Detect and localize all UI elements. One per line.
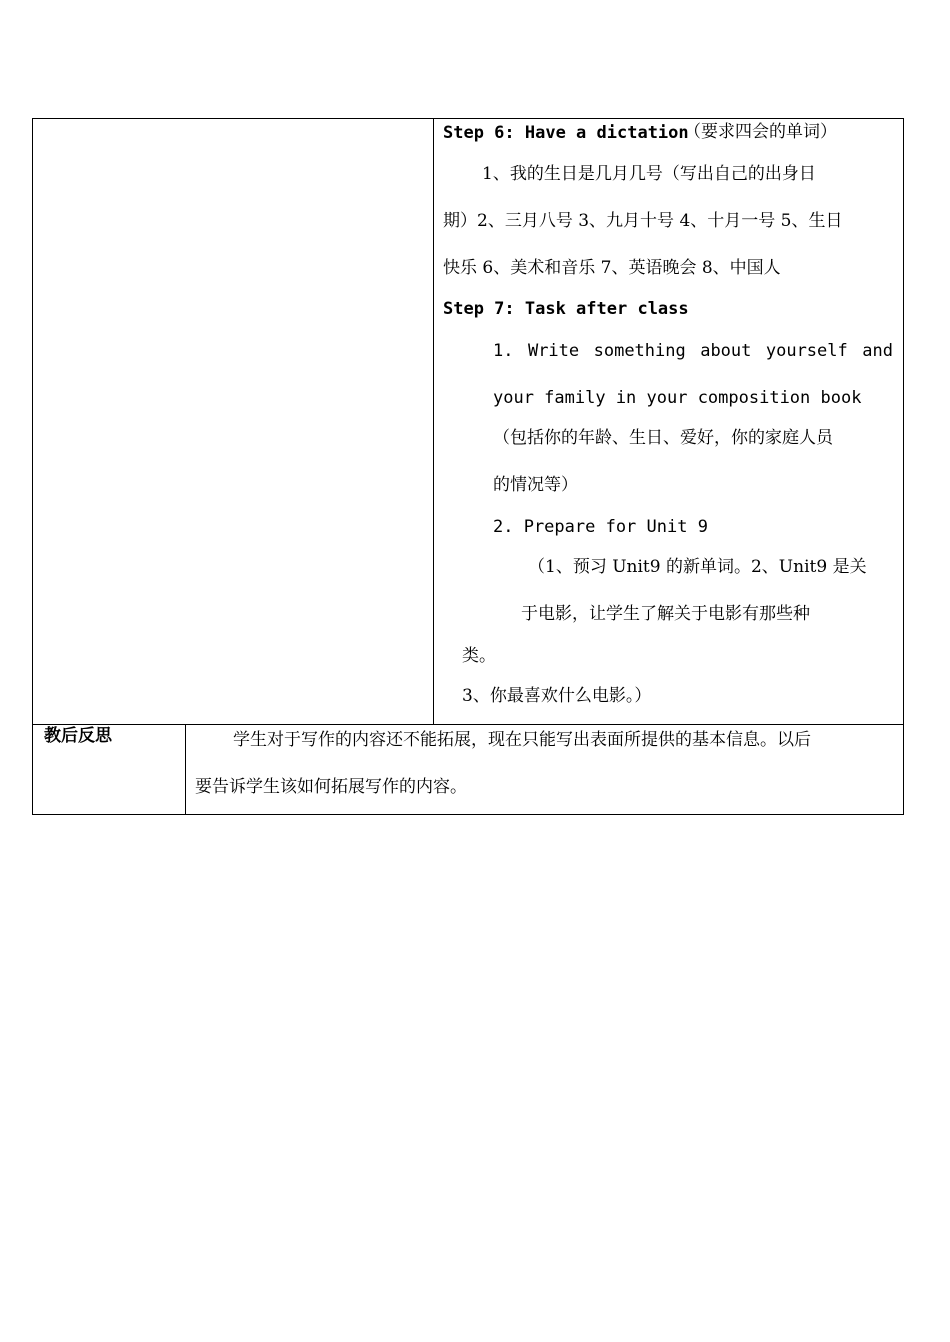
task2-note-4: 3、你最喜欢什么电影。）	[462, 686, 652, 706]
step6-line-2: 期）2、三月八号 3、九月十号 4、十月一号 5、生日	[443, 211, 843, 231]
table-top-border	[32, 118, 904, 119]
task2-note-2: 于电影，让学生了解关于电影有那些种	[521, 604, 810, 624]
task1-word: something	[593, 341, 686, 361]
step6-heading: Step 6: Have a dictation	[443, 123, 689, 143]
task1-line-1	[493, 341, 893, 361]
task1-line-2: your family in your composition book	[493, 388, 862, 408]
task1-word: Write	[527, 341, 580, 361]
table-column-divider-top	[433, 118, 434, 725]
task1-note-1: （包括你的年龄、生日、爱好，你的家庭人员	[493, 428, 833, 448]
task1-word: about	[700, 341, 752, 361]
task1-word: and	[862, 341, 893, 361]
task1-note-2: 的情况等）	[493, 475, 578, 495]
table-row-divider	[32, 724, 904, 725]
table-left-border	[32, 118, 33, 815]
table-right-border	[903, 118, 904, 815]
reflection-line-1: 学生对于写作的内容还不能拓展，现在只能写出表面所提供的基本信息。以后	[233, 730, 811, 750]
task1-word: 1.	[493, 341, 514, 361]
task1-word: yourself	[765, 341, 848, 361]
step6-line-3: 快乐 6、美术和音乐 7、英语晚会 8、中国人	[443, 258, 781, 278]
reflection-label: 教后反思	[44, 726, 112, 746]
table-bottom-border	[32, 814, 904, 815]
reflection-line-2: 要告诉学生该如何拓展写作的内容。	[195, 777, 467, 797]
task2-note-3: 类。	[462, 646, 496, 666]
table-column-divider-bottom	[185, 724, 186, 815]
step6-line-1: 1、我的生日是几月几号（写出自己的出身日	[482, 164, 816, 184]
step7-heading: Step 7: Task after class	[443, 299, 689, 319]
step6-heading-note: （要求四会的单词）	[684, 122, 837, 142]
task2-heading: 2. Prepare for Unit 9	[493, 517, 708, 537]
task2-note-1: （1、预习 Unit9 的新单词。2、Unit9 是关	[528, 557, 867, 577]
